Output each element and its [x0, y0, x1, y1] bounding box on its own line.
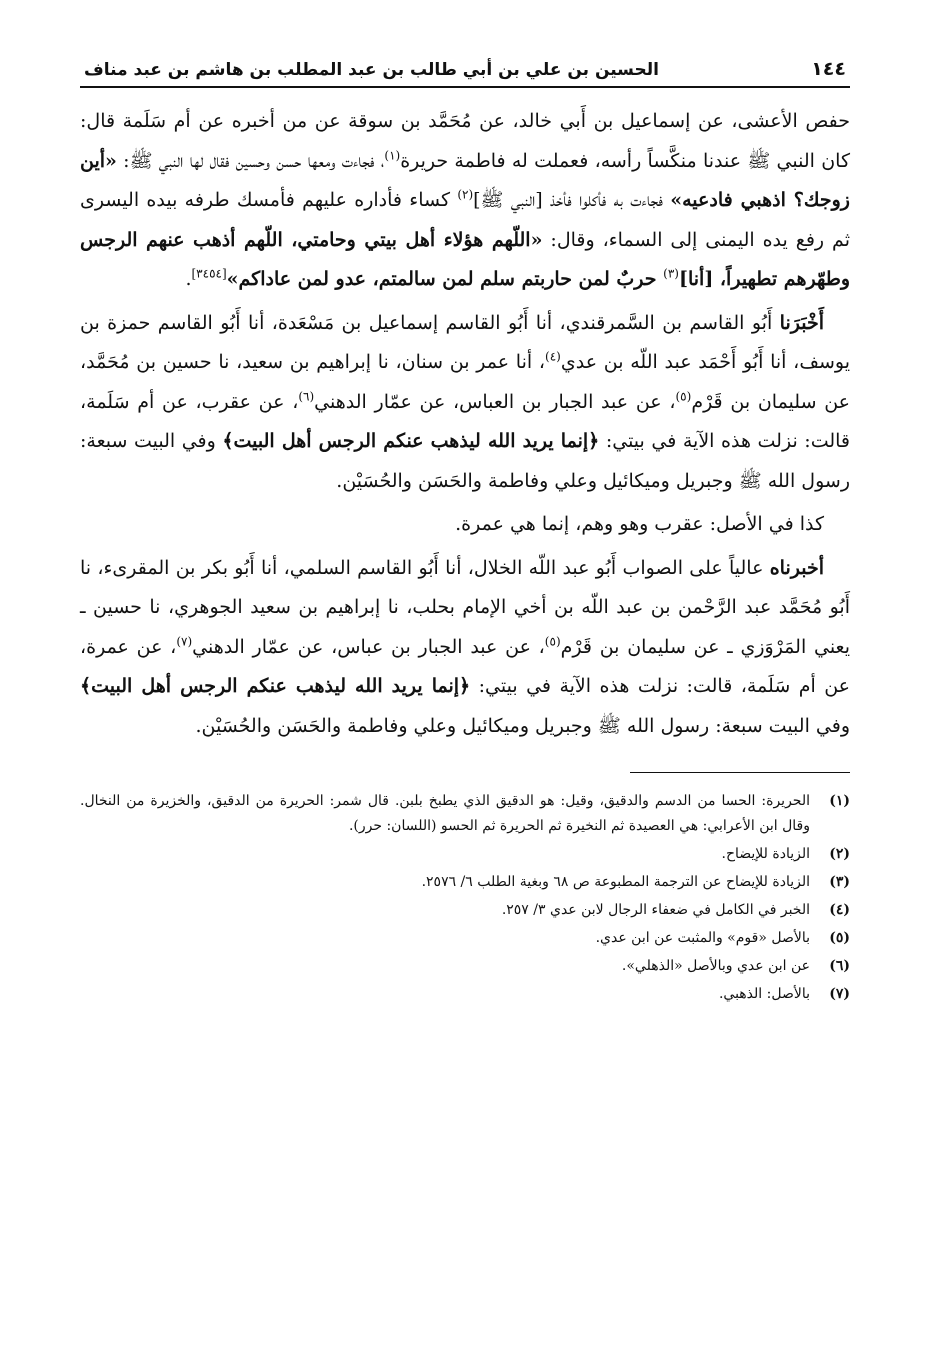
hadith-number: [٣٤٥٤]: [191, 266, 227, 281]
footnote: [80, 954, 850, 979]
paragraph-2: أَخْبَرَنا أَبُو القاسم بن السَّمرقندي، أنا أَبُو القاسم إسماعيل بن مَسْعَدة، أنا أَبُو القاسم حمزة بن يوسف، أنا أَبُو أَحْمَد عبد اللّه بن عدي$^{(٤)}$، أنا عمر بن سنان، نا إبراهيم بن سعيد، نا حسين بن مُحَمَّد، عن سليمان بن قَرْم$^{(٥)}$، عن عبد الجبار بن العباس، عن عمّار الدهني$^{(٦)}$، عن عقرب، عن أم سَلَمة، قالت: نزلت هذه الآية في بيتي: ﴿إنما يريد الله ليذهب عنكم الرجس أهل البيت﴾ وفي البيت سبعة: رسول الله ﷺ وجبريل وميكائيل وعلي وفاطمة والحَسَن والحُسَيْن.: [80, 311, 851, 492]
footnote-number: (١): [829, 793, 850, 809]
running-title: الحسين بن علي بن أبي طالب بن عبد المطلب بن هاشم بن عبد مناف: [84, 60, 659, 80]
main-text: [80, 102, 850, 746]
footnote-separator: [630, 772, 850, 773]
footnote-number: (٤): [829, 902, 850, 918]
footnote-number: (٣): [829, 874, 850, 890]
footnote-ref-6: (٦): [298, 389, 315, 404]
footnote-number: (٢): [829, 846, 850, 862]
chain-lead-word: أَخْبَرَنا: [779, 311, 824, 334]
footnote: [80, 789, 850, 839]
footnote: [80, 898, 850, 923]
footnote-text: بالأصل «قوم» والمثبت عن ابن عدي.: [595, 930, 810, 946]
footnote: [80, 842, 850, 867]
footnote-text: الحريرة: الحسا من الدسم والدقيق، وقيل: هو الدقيق الذي يطبخ بلبن. قال شمر: الحريرة من الدقيق، والخزيرة من النخال. وقال ابن الأعرابي: هي العصيدة ثم النخيرة ثم الحريرة ثم الحسو (اللسان: حرر).: [80, 793, 810, 834]
quran-verse: ﴿إنما يريد الله ليذهب عنكم الرجس أهل البيت﴾: [80, 675, 471, 697]
footnote: [80, 870, 850, 895]
footnote-number: (٧): [829, 986, 850, 1002]
chain-lead-word: أخبرناه: [769, 556, 824, 579]
footnote-number: (٥): [829, 930, 850, 946]
footnote-text: الزيادة للإيضاح.: [721, 846, 810, 862]
footnote-ref-5: (٥): [544, 634, 561, 649]
quote-text: «أين زوجك؟ اذهبي فادعيه»: [80, 149, 850, 211]
footnotes: [80, 789, 850, 1007]
footnote-ref-2: (٢): [457, 187, 474, 202]
page-number: ١٤٤: [811, 58, 846, 80]
footnote-text: عن ابن عدي وبالأصل «الذهلي».: [621, 958, 810, 974]
quran-verse: ﴿إنما يريد الله ليذهب عنكم الرجس أهل البيت﴾: [222, 430, 600, 452]
paragraph-4: أخبرناه عالياً على الصواب أَبُو عبد اللّه الخلال، أنا أَبُو القاسم السلمي، أنا أَبُو بكر بن المقرىء، نا أَبُو مُحَمَّد عبد الرَّحْمن بن عبد اللّه بن أخي الإمام بحلب، نا إبراهيم بن سعيد الجوهري، نا حسين ـ يعني المَرْوَزي ـ عن سليمان بن قَرْم$^{(٥)}$، عن عبد الجبار بن عباس، عن عمّار الدهني$^{(٧)}$، عن عمرة، عن أم سَلَمة، قالت: نزلت هذه الآية في بيتي: ﴿إنما يريد الله ليذهب عنكم الرجس أهل البيت﴾ وفي البيت سبعة: رسول الله ﷺ وجبريل وميكائيل وعلي وفاطمة والحَسَن والحُسَيْن.: [80, 556, 851, 737]
footnote: [80, 982, 850, 1007]
quote-text: «اللّهم هؤلاء أهل بيتي وحامتي، اللّهم أذهب عنهم الرجس وطهّرهم تطهيراً، [أنا]: [80, 228, 850, 290]
footnote-ref-1: (١): [384, 148, 401, 163]
quote-text: حربٌ لمن حاربتم سلم لمن سالمتم، عدو لمن عاداكم»: [226, 268, 664, 290]
page-header: [80, 58, 850, 88]
book-page: [80, 58, 850, 1010]
footnote-ref-3: (٣): [663, 266, 679, 281]
footnote-text: الخبر في الكامل في ضعفاء الرجال لابن عدي ٣/ ٢٥٧.: [501, 902, 810, 918]
footnote-ref-4: (٤): [545, 349, 561, 364]
paragraph-3: كذا في الأصل: عقرب وهو وهم، إنما هي عمرة.: [455, 513, 824, 535]
paragraph-1: حفص الأعشى، عن إسماعيل بن أَبي خالد، عن مُحَمَّد بن سوقة عن من أخبره عن أم سَلَمة قال: كان النبي ﷺ عندنا منكَّساً رأسه، فعملت له فاطمة حريرة$^{(١)}$، فجاءت ومعها حسن وحسين فقال لها النبي ﷺ: «أين زوجك؟ اذهبي فادعيه» فجاءت به فأكلوا فأخذ [النبي ﷺ]$^{(٢)}$ كساء فأداره عليهم فأمسك طرفه بيده اليسرى ثم رفع يده اليمنى إلى السماء، وقال: «اللّهم هؤلاء أهل بيتي وحامتي، اللّهم أذهب عنهم الرجس وطهّرهم تطهيراً، [أنا]$^{(٣)}$ حربٌ لمن حاربتم سلم لمن سالمتم، عدو لمن عاداكم»[٣٤٥٤].: [80, 110, 850, 290]
footnote-text: بالأصل: الذهبي.: [718, 986, 810, 1002]
footnote-number: (٦): [829, 958, 850, 974]
footnote-text: الزيادة للإيضاح عن الترجمة المطبوعة ص ٦٨ وبغية الطلب ٦/ ٢٥٧٦.: [421, 874, 810, 890]
footnote: [80, 926, 850, 951]
footnote-ref-5: (٥): [675, 389, 692, 404]
footnote-ref-7: (٧): [176, 634, 193, 649]
